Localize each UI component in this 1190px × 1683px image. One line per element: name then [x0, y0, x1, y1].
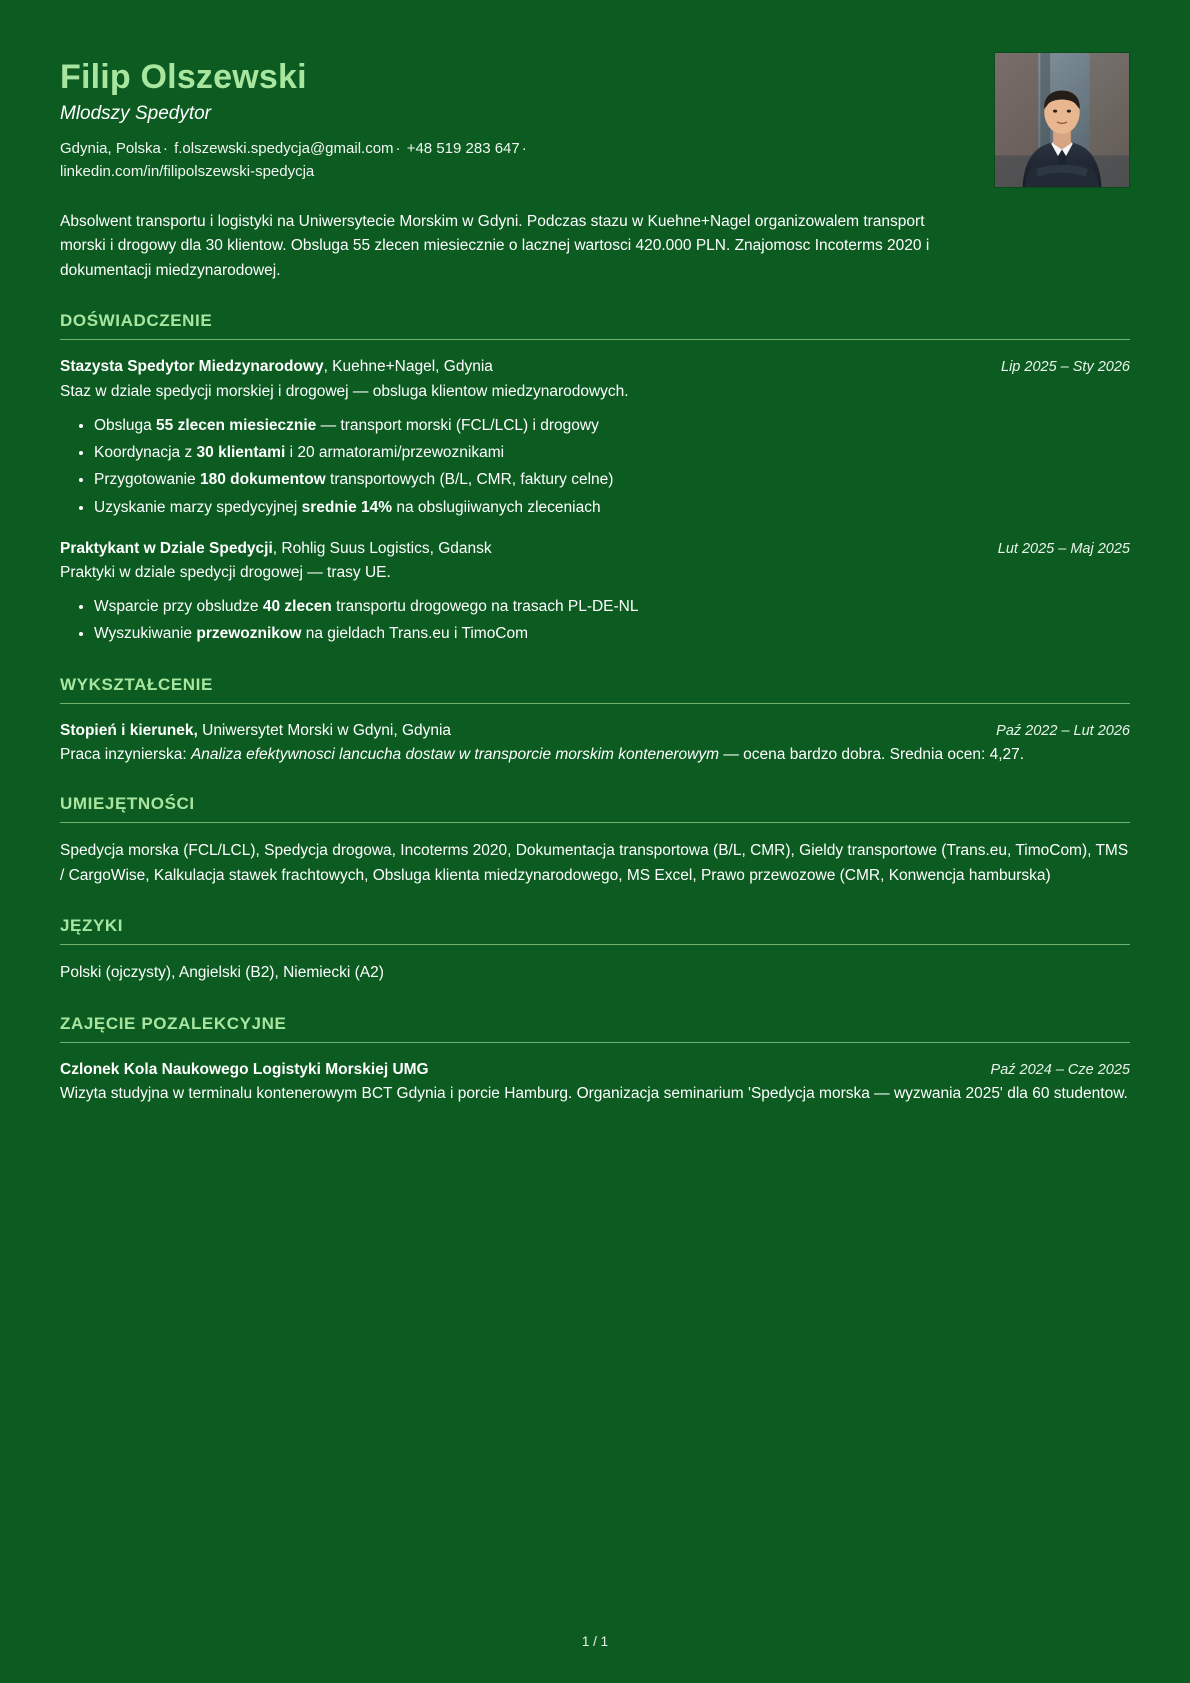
- experience-bullets: [60, 594, 1130, 646]
- job-title: Mlodszy Spedytor: [60, 103, 212, 125]
- extracurricular-role: [60, 1059, 429, 1081]
- extracurricular-description: Wizyta studyjna w terminalu kontenerowym BCT Gdynia i porcie Hamburg. Organizacja seminarium 'Spedycja morska — wyzwania 2025' dla 60 studentow.: [60, 1085, 1128, 1103]
- page-indicator: 1 / 1: [581, 1634, 609, 1649]
- extracurricular-entry: [60, 1059, 1130, 1106]
- bullet-post: na obslugiiwanych zleceniach: [392, 498, 601, 516]
- list-item: [94, 413, 1130, 438]
- bullet-post: — transport morski (FCL/LCL) i drogowy: [316, 417, 599, 435]
- bullet-pre: Uzyskanie marzy spedycyjnej: [94, 498, 302, 516]
- education-thesis: [60, 743, 1130, 766]
- contact-linkedin[interactable]: linkedin.com/in/filipolszewski-spedycja: [60, 163, 315, 181]
- experience-subtitle: Praktyki w dziale spedycji drogowej — trasy UE.: [60, 564, 391, 582]
- list-item: [94, 495, 1130, 520]
- summary-paragraph: Absolwent transportu i logistyki na Uniwersytecie Morskim w Gdyni. Podczas stazu w Kuehne+Nagel organizowalem transport morski i drogowy dla 30 klientow. Obsluga 55 zlecen miesiecznie o lacznej wartosci 420.000 PLN. Znajomosc Incoterms 2020 i dokumentacji miedzynarodowej.: [60, 213, 930, 279]
- list-item: [94, 467, 1130, 492]
- experience-company: , Kuehne+Nagel, Gdynia: [323, 358, 493, 376]
- contact-location: Gdynia, Polska: [60, 140, 161, 158]
- contact-line: [60, 137, 700, 184]
- bullet-pre: Wyszukiwanie: [94, 625, 197, 643]
- bullet-pre: Koordynacja z: [94, 444, 197, 462]
- contact-phone[interactable]: +48 519 283 647: [406, 140, 520, 158]
- section-divider-experience: [60, 339, 1130, 340]
- contact-email[interactable]: f.olszewski.spedycja@gmail.com: [174, 140, 394, 158]
- contact-separator-3: ·: [521, 140, 527, 158]
- education-entry: [60, 720, 1130, 767]
- extracurricular-entry-head: [60, 1059, 1130, 1081]
- experience-entry-title: [60, 356, 493, 378]
- bullet-bold: 180 dokumentow: [199, 471, 326, 489]
- list-item: [94, 440, 1130, 465]
- thesis-suffix: — ocena bardzo dobra. Srednia ocen: 4,27.: [719, 746, 1025, 764]
- list-item: [94, 594, 1130, 619]
- bullet-pre: Wsparcie przy obsludze: [94, 598, 263, 616]
- experience-entry: [60, 356, 1130, 519]
- experience-bullets: [60, 413, 1130, 519]
- contact-separator-2: ·: [395, 140, 401, 158]
- contact-separator-1: ·: [162, 140, 168, 158]
- education-entry-head: [60, 720, 1130, 742]
- skills-text: Spedycja morska (FCL/LCL), Spedycja drogowa, Incoterms 2020, Dokumentacja transportowa (B/L, CMR), Gieldy transportowe (Trans.eu, TimoCom), TMS / CargoWise, Kalkulacja stawek frachtowych, Obsluga klienta miedzynarodowego, MS Excel, Prawo przewozowe (CMR, Konwencja hamburska): [60, 842, 1129, 884]
- bullet-bold: przewoznikow: [196, 625, 302, 643]
- bullet-bold: 40 zlecen: [262, 598, 332, 616]
- experience-entry-head: [60, 356, 1130, 378]
- extracurricular-role-text: Czlonek Kola Naukowego Logistyki Morskiej UMG: [60, 1060, 429, 1078]
- bullet-pre: Przygotowanie: [94, 471, 200, 489]
- extracurricular-date: Paź 2024 – Cze 2025: [990, 1061, 1130, 1078]
- education-entry-title: [60, 720, 451, 742]
- bullet-post: i 20 armatorami/przewoznikami: [285, 444, 505, 462]
- experience-role: Stazysta Spedytor Miedzynarodowy: [60, 358, 324, 376]
- bullet-post: transportu drogowego na trasach PL-DE-NL: [331, 598, 639, 616]
- section-skills: [60, 794, 1130, 888]
- avatar: [994, 52, 1130, 188]
- list-item: [94, 621, 1130, 646]
- experience-entry-head: [60, 538, 1130, 560]
- page-title: Filip Olszewski: [60, 58, 307, 96]
- section-divider-extracurricular: [60, 1042, 1130, 1043]
- languages-text: Polski (ojczysty), Angielski (B2), Niemiecki (A2): [60, 964, 384, 982]
- bullet-post: na gieldach Trans.eu i TimoCom: [301, 625, 529, 643]
- experience-role: Praktykant w Dziale Spedycji: [60, 539, 273, 557]
- section-extracurricular: [60, 1014, 1130, 1106]
- header-text-block: [60, 52, 994, 184]
- section-education: [60, 675, 1130, 767]
- resume-header: [60, 52, 1130, 188]
- experience-subtitle: Staz w dziale spedycji morskiej i drogowej — obsluga klientow miedzynarodowych.: [60, 382, 629, 400]
- bullet-bold: srednie 14%: [301, 498, 393, 516]
- section-title-experience: DOŚWIADCZENIE: [60, 311, 213, 331]
- education-date: Paź 2022 – Lut 2026: [996, 722, 1130, 739]
- section-title-skills: UMIEJĘTNOŚCI: [60, 794, 195, 814]
- section-divider-education: [60, 703, 1130, 704]
- education-degree: Stopień i kierunek,: [60, 721, 198, 739]
- section-divider-skills: [60, 822, 1130, 823]
- experience-company: , Rohlig Suus Logistics, Gdansk: [272, 539, 492, 557]
- thesis-title: Analiza efektywnosci lancucha dostaw w transporcie morskim kontenerowym: [190, 746, 720, 764]
- experience-date: Lut 2025 – Maj 2025: [997, 540, 1130, 557]
- thesis-prefix: Praca inzynierska:: [60, 746, 191, 764]
- section-title-languages: JĘZYKI: [60, 916, 124, 936]
- bullet-bold: 30 klientami: [196, 444, 286, 462]
- section-languages: [60, 916, 1130, 985]
- bullet-pre: Obsluga: [94, 417, 157, 435]
- section-title-education: WYKSZTAŁCENIE: [60, 674, 213, 694]
- bullet-post: transportowych (B/L, CMR, faktury celne): [325, 471, 614, 489]
- education-school: Uniwersytet Morski w Gdyni, Gdynia: [197, 721, 452, 739]
- bullet-bold: 55 zlecen miesiecznie: [156, 417, 317, 435]
- experience-entry-title: [60, 538, 492, 560]
- section-divider-languages: [60, 944, 1130, 945]
- experience-date: Lip 2025 – Sty 2026: [1001, 359, 1130, 376]
- section-experience: [60, 311, 1130, 646]
- section-title-extracurricular: ZAJĘCIE POZALEKCYJNE: [60, 1013, 287, 1033]
- profile-photo-illustration: [995, 53, 1129, 187]
- experience-entry: [60, 538, 1130, 647]
